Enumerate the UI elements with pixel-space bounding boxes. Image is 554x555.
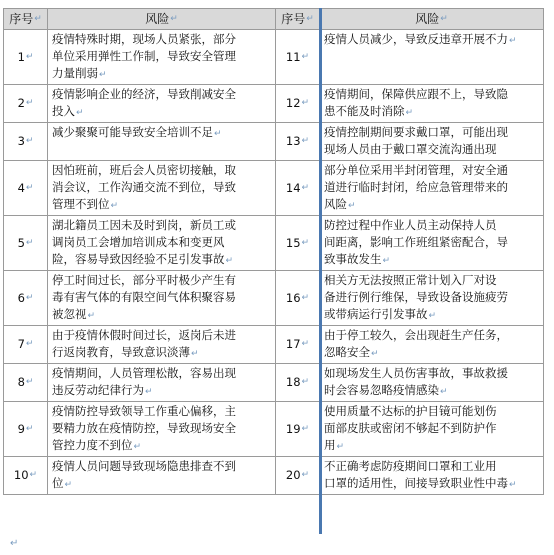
risk-text: 如现场发生人员伤害事故，事故救援 时会容易忽略疫情感染↵ xyxy=(319,363,544,402)
row-number: 18 ↵ xyxy=(275,363,320,402)
paragraph-mark: ↵ xyxy=(10,538,19,549)
column-separator xyxy=(319,8,322,534)
row-number: 12 ↵ xyxy=(275,84,320,123)
row-number: 8 ↵ xyxy=(3,363,48,402)
risk-text: 疫情影响企业的经济，导致削减安全 投入↵ xyxy=(47,84,276,123)
risk-table xyxy=(3,8,544,534)
header-risk-left: 风险 ↵ xyxy=(47,8,276,30)
risk-text: 防控过程中作业人员主动保持人员 间距离，影响工作班组紧密配合，导 致事故发生↵ xyxy=(319,215,544,271)
row-number: 15 ↵ xyxy=(275,215,320,271)
row-number: 7 ↵ xyxy=(3,325,48,364)
row-number: 13 ↵ xyxy=(275,122,320,161)
row-number: 4 ↵ xyxy=(3,160,48,216)
row-number: 14 ↵ xyxy=(275,160,320,216)
risk-text: 不正确考虑防疫期间口罩和工业用 口罩的适用性，间接导致职业性中毒↵ xyxy=(319,456,544,495)
row-number: 3 ↵ xyxy=(3,122,48,161)
risk-text: 湖北籍员工因未及时到岗，新员工或 调岗员工会增加培训成本和变更风 险，容易导致因经验不足引发事故↵ xyxy=(47,215,276,271)
risk-text: 疫情期间，保障供应跟不上，导致隐 患不能及时消除↵ xyxy=(319,84,544,123)
row-number: 9 ↵ xyxy=(3,401,48,457)
row-number: 6 ↵ xyxy=(3,270,48,326)
risk-text: 由于停工较久，会出现赶生产任务， 忽略安全↵ xyxy=(319,325,544,364)
risk-text: 因怕班前，班后会人员密切接触，取 消会议，工作沟通交流不到位，导致 管理不到位↵ xyxy=(47,160,276,216)
risk-text: 疫情防控导致领导工作重心偏移，主 要精力放在疫情防控，导致现场安全 管控力度不到位↵ xyxy=(47,401,276,457)
row-number: 5 ↵ xyxy=(3,215,48,271)
risk-text: 部分单位采用半封闭管理，对安全通 道进行临时封闭，给应急管理带来的 风险↵ xyxy=(319,160,544,216)
row-number: 19 ↵ xyxy=(275,401,320,457)
risk-text: 相关方无法按照正常计划入厂对设 备进行例行维保，导致设备设施疲劳 或带病运行引发事故↵ xyxy=(319,270,544,326)
risk-text: 疫情控制期间要求戴口罩，可能出现 现场人员由于戴口罩交流沟通出现 xyxy=(319,122,544,161)
header-risk-right: 风险 ↵ xyxy=(319,8,544,30)
header-num-left: 序号 ↵ xyxy=(3,8,48,30)
row-number: 11 ↵ xyxy=(275,29,320,85)
row-number: 10 ↵ xyxy=(3,456,48,495)
row-number: 2 ↵ xyxy=(3,84,48,123)
risk-text: 减少聚聚可能导致安全培训不足↵ xyxy=(47,122,276,161)
row-number: 16 ↵ xyxy=(275,270,320,326)
risk-text: 疫情特殊时期，现场人员紧张，部分 单位采用弹性工作制，导致安全管理 力量削弱↵ xyxy=(47,29,276,85)
risk-text: 疫情人员问题导致现场隐患排查不到 位↵ xyxy=(47,456,276,495)
row-number: 1 ↵ xyxy=(3,29,48,85)
risk-text: 疫情人员减少，导致反违章开展不力↵ xyxy=(319,29,544,85)
row-number: 20 ↵ xyxy=(275,456,320,495)
header-num-right: 序号 ↵ xyxy=(275,8,320,30)
risk-text: 由于疫情休假时间过长，返岗后未进 行返岗教育，导致意识淡薄↵ xyxy=(47,325,276,364)
risk-text: 使用质量不达标的护目镜可能划伤 面部皮肤或密闭不够起不到防护作 用↵ xyxy=(319,401,544,457)
risk-text: 停工时间过长，部分平时极少产生有 毒有害气体的有限空间气体积聚容易 被忽视↵ xyxy=(47,270,276,326)
row-number: 17 ↵ xyxy=(275,325,320,364)
risk-text: 疫情期间，人员管理松散，容易出现 违反劳动纪律行为↵ xyxy=(47,363,276,402)
